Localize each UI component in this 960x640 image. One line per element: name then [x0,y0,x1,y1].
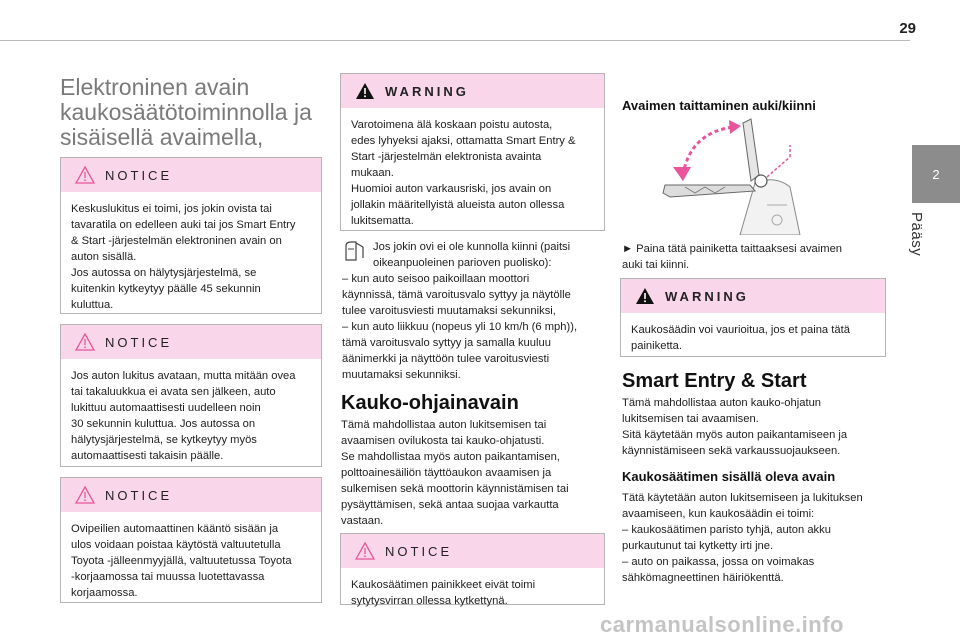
heading-line: kaukosäätötoiminnolla ja [60,99,312,125]
text-line: sähkömagneettinen häiriökenttä. [622,572,784,584]
text-line: lukitsematta. [351,215,414,227]
text-line: Jos jokin ovi ei ole kunnolla kiinni (paitsi [373,241,571,253]
text-line: – auto on paikassa, jossa on voimakas [622,556,815,568]
heading-line: sisäisellä avaimella, [60,124,264,150]
notice-title: NOTICE [105,334,173,350]
text-line: pysäyttämisen, sekä antaa suojaa varkautta [341,499,559,511]
door-warning-text [342,271,607,383]
section-heading [60,75,320,150]
text-line: Huomioi auton varkausriski, jos avain on [351,183,552,195]
text-line: käynnissä, tämä varoitusvalo syttyy ja näytölle [342,289,571,301]
warning-header [341,74,604,108]
notice-text [61,512,321,601]
text-line: korjaamossa. [71,587,138,599]
text-line: Tämä mahdollistaa auton kauko-ohjatun [622,397,822,409]
notice-title: NOTICE [105,487,173,503]
notice-header [61,158,321,192]
text-line: Varotoimena älä koskaan poistu autosta, [351,119,553,131]
warning-title: WARNING [385,83,469,99]
door-warning-intro [373,239,613,271]
text-line: Ovipeilien automaattinen kääntö sisään ja [71,523,279,535]
notice-box [60,324,322,467]
chapter-number: 2 [932,166,940,182]
warning-title: WARNING [665,288,749,304]
text-line: käynnistämiseen sekä varkaussuojaukseen. [622,445,841,457]
heading-line: Elektroninen avain [60,74,250,100]
text-line: – kun auto seisoo paikoillaan moottori [342,273,530,285]
text-line: tai takaluukkua ei avata sen jälkeen, auto [71,386,276,398]
text-line: muutamaksi sekunniksi. [342,369,461,381]
text-line: painiketta. [631,340,682,352]
text-line: 30 sekunnin kuluttua. Jos autossa on [71,418,256,430]
text-line: tavaratila on edelleen auki tai jos Smart Entry [71,219,296,231]
text-line: äänimerkki ja näyttöön tulee varoitusviesti [342,353,550,365]
text-line: polttoainesäiliön täyttöaukon avaamisen ja [341,467,552,479]
text-line: hälytysjärjestelmä, se kytkeytyy myös [71,434,257,446]
warning-triangle-outline-icon [75,486,95,504]
text-line: Kaukosäätimen painikkeet eivät toimi [351,579,536,591]
text-line: sytytysvirran ollessa kytkettynä. [351,595,508,607]
notice-box [340,533,605,605]
smart-entry-text [622,395,892,459]
text-line: & Start -järjestelmän elektroninen avain on [71,235,282,247]
page-number: 29 [899,20,916,37]
text-line: Se mahdollistaa myös auton paikantamisen, [341,451,560,463]
notice-box [60,477,322,603]
text-line: vastaan. [341,515,384,527]
text-line: ► Paina tätä painiketta taittaaksesi avaimen [622,243,843,255]
text-line: auton sisällä. [71,251,137,263]
text-line: purkautunut tai kytketty irti jne. [622,540,774,552]
notice-header [61,325,321,359]
warning-text [341,108,604,229]
text-line: automaattisesti takaisin päälle. [71,450,224,462]
warning-box [620,278,886,357]
watermark: carmanualsonline.info [600,612,844,637]
text-line: oikeanpuoleinen parioven puolisko): [373,257,552,269]
text-line: Sitä käytetään myös auton paikantamiseen ja [622,429,848,441]
notice-box [60,157,322,314]
warning-triangle-outline-icon [75,333,95,351]
text-line: Tämä mahdollistaa auton lukitsemisen tai [341,419,547,431]
notice-text [61,359,321,464]
notice-text [61,192,321,313]
text-line: tämä varoitusvalo syttyy ja samalla kuuluu [342,337,551,349]
text-line: kuluttua. [71,299,114,311]
warning-triangle-outline-icon [355,542,375,560]
fold-key-heading: Avaimen taittaminen auki/kiinni [622,98,816,113]
inner-key-text [622,490,897,586]
warning-text [621,313,885,354]
text-line: avaamiseen, kun kaukosäädin ei toimi: [622,508,815,520]
smart-entry-heading: Smart Entry & Start [622,370,807,392]
text-line: Start -järjestelmän elektronista avainta [351,151,542,163]
text-line: Keskuslukitus ei toimi, jos jokin ovista tai [71,203,272,215]
warning-triangle-filled-icon [355,82,375,100]
text-line: Jos auton lukitus avataan, mutta mitään ovea [71,370,296,382]
warning-triangle-outline-icon [75,166,95,184]
text-line: avaamisen ovilukosta tai kauko-ohjatusti. [341,435,545,447]
text-line: kuitenkin kytkeytyy päälle 45 sekunnin [71,283,261,295]
warning-triangle-filled-icon [635,287,655,305]
warning-header [621,279,885,313]
key-fold-illustration [655,115,805,235]
text-line: edes lyhyeksi ajaksi, ottamatta Smart Entry & [351,135,576,147]
header-rule [0,40,910,41]
notice-text [341,568,604,609]
text-line: Jos autossa on hälytysjärjestelmä, se [71,267,257,279]
text-line: tulee varoitusviesti muutamaksi sekunniksi, [342,305,556,317]
remote-key-text [341,417,606,529]
warning-box [340,73,605,231]
door-open-warning-icon [342,240,366,262]
text-line: -korjaamossa tai muussa luotettavassa [71,571,265,583]
text-line: lukitsemisen tai avaamisen. [622,413,759,425]
text-line: Tätä käytetään auton lukitsemiseen ja lukituksen [622,492,863,504]
chapter-label: Pääsy [908,212,925,257]
fold-key-text [622,241,892,273]
text-line: mukaan. [351,167,394,179]
text-line: – kaukosäätimen paristo tyhjä, auton akku [622,524,831,536]
text-line: sulkemisen sekä moottorin käynnistämisen tai [341,483,569,495]
text-line: lukittuu automaattisesti uudelleen noin [71,402,261,414]
chapter-tab[interactable] [912,145,960,203]
notice-title: NOTICE [385,543,453,559]
text-line: jollakin määritellyistä alueista auton ollessa [351,199,565,211]
notice-header [61,478,321,512]
text-line: Toyota -jälleenmyyjällä, valtuutetussa Toyota [71,555,292,567]
remote-key-heading: Kauko-ohjainavain [341,392,519,414]
text-line: – kun auto liikkuu (nopeus yli 10 km/h (6 mph)), [342,321,578,333]
inner-key-heading: Kaukosäätimen sisällä oleva avain [622,469,836,484]
text-line: ulos voidaan poistaa käytöstä valtuutetulla [71,539,281,551]
notice-header [341,534,604,568]
text-line: Kaukosäädin voi vaurioitua, jos et paina tätä [631,324,850,336]
notice-title: NOTICE [105,167,173,183]
text-line: auki tai kiinni. [622,259,690,271]
